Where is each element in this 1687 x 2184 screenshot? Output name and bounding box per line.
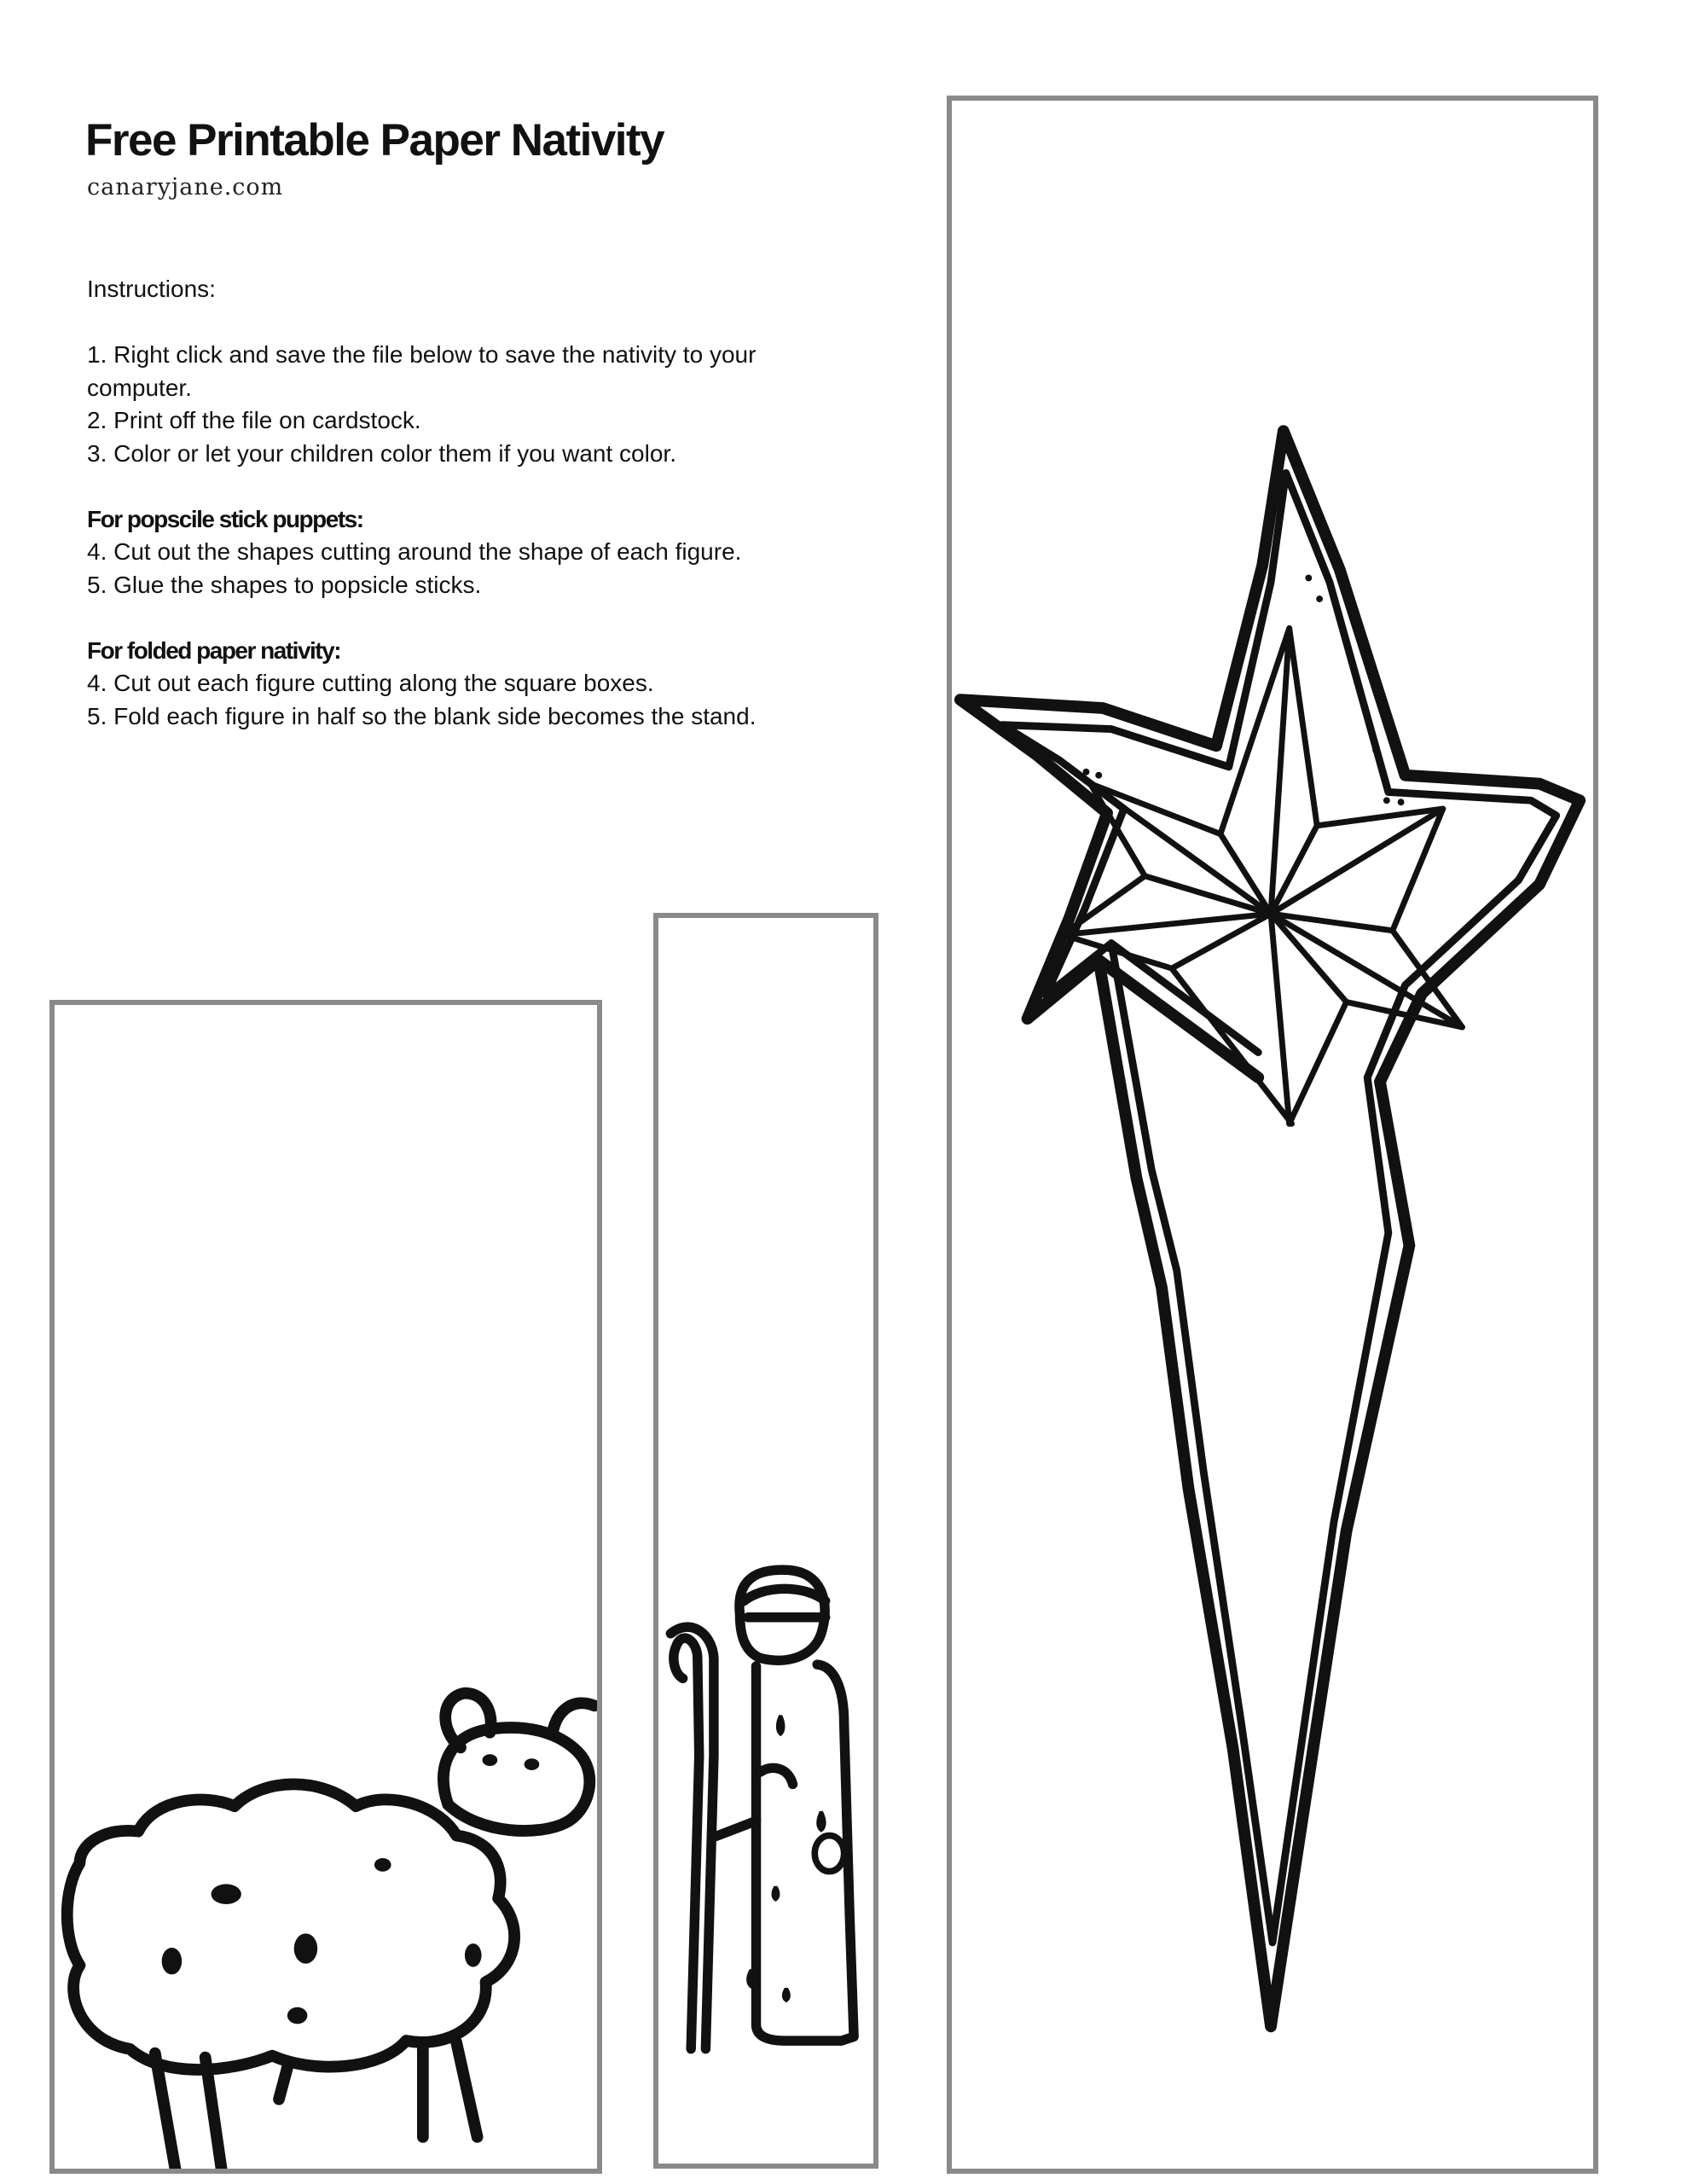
step-1: 1. Right click and save the file below to save the nativity to your computer. — [87, 341, 757, 401]
folded-step-5: 5. Fold each figure in half so the blank side becomes the stand. — [87, 702, 757, 729]
shepherd-icon — [658, 918, 873, 2164]
instructions — [87, 273, 769, 733]
puppets-step-4: 4. Cut out the shapes cutting around the shape of each figure. — [87, 538, 742, 565]
puppets-step-5: 5. Glue the shapes to popsicle sticks. — [87, 571, 482, 598]
puppets-heading: For popscile stick puppets: — [87, 505, 363, 532]
site-name: canaryjane.com — [87, 174, 284, 200]
step-2: 2. Print off the file on cardstock. — [87, 407, 421, 433]
star-card — [947, 96, 1598, 2174]
sheep-card — [49, 1000, 602, 2174]
shepherd-card — [653, 913, 878, 2169]
sheep-icon — [55, 1005, 597, 2169]
step-3: 3. Color or let your children color them if you want color. — [87, 439, 676, 467]
folded-heading: For folded paper nativity: — [87, 636, 341, 664]
folded-step-4: 4. Cut out each figure cutting along the square boxes. — [87, 670, 654, 696]
star-icon — [952, 101, 1593, 2169]
instructions-heading: Instructions: — [87, 276, 216, 302]
page-title: Free Printable Paper Nativity — [85, 115, 664, 166]
